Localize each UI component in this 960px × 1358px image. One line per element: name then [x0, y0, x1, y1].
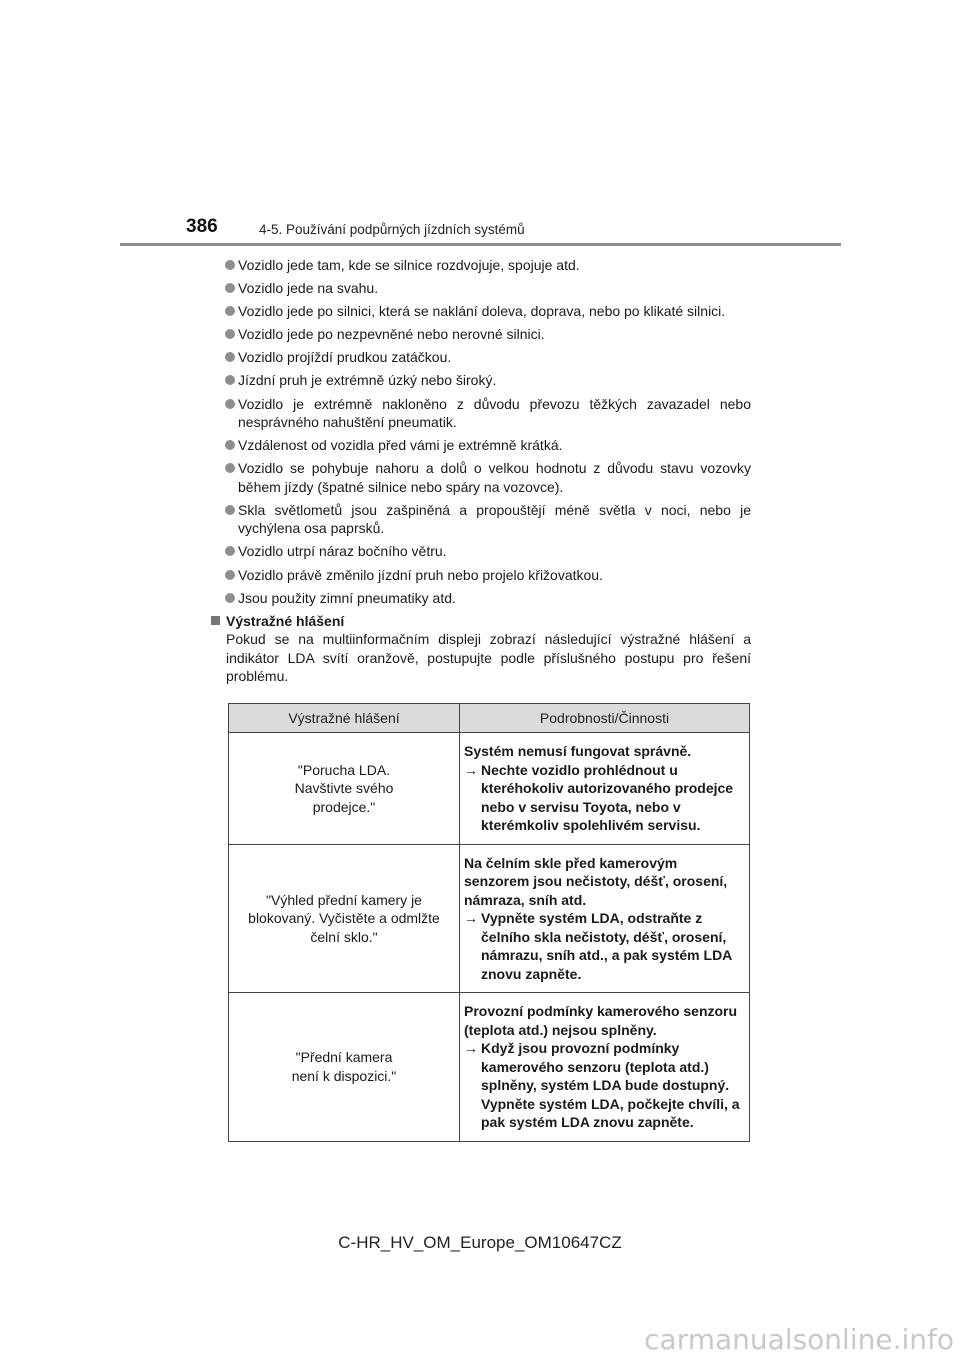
column-header-message: Výstražné hlášení [229, 704, 460, 733]
list-item: Vozidlo jede po nezpevněné nebo nerovné silnici. [211, 325, 751, 344]
section-title: 4-5. Používání podpůrných jízdních systémů [259, 222, 525, 237]
detail-cell: Systém nemusí fungovat správně. → Nechte vozidlo prohlédnout u kteréhokoliv autorizovaného prodejce nebo v servisu Toyota, nebo v kterémkoliv spolehlivém servisu. [460, 733, 750, 845]
message-cell: "Porucha LDA. Navštivte svého prodejce." [229, 733, 460, 845]
arrow-icon: → [464, 761, 478, 778]
list-item: Vozidlo jede po silnici, která se naklání doleva, doprava, nebo po klikaté silnici. [211, 302, 751, 321]
square-bullet-icon [211, 616, 220, 625]
message-cell: "Přední kamera není k dispozici." [229, 993, 460, 1142]
list-item: Skla světlometů jsou zašpiněná a propouštějí méně světla v noci, nebo je vychýlena osa paprsků. [211, 501, 751, 538]
condition-list [211, 256, 751, 607]
page-number: 386 [186, 216, 218, 237]
arrow-icon: → [464, 1040, 478, 1056]
warning-message-table [228, 703, 750, 1142]
content [211, 256, 751, 686]
document-code-footer: C-HR_HV_OM_Europe_OM10647CZ [338, 1233, 622, 1252]
table-header-row [229, 704, 750, 733]
bullet-icon [225, 399, 235, 409]
table-row [229, 993, 750, 1142]
bullet-icon [225, 505, 235, 515]
column-header-details: Podrobnosti/Činnosti [460, 704, 750, 733]
header-rule [120, 243, 841, 246]
bullet-icon [225, 546, 235, 556]
bullet-icon [225, 260, 235, 270]
list-item: Jsou použity zimní pneumatiky atd. [211, 589, 751, 608]
list-item: Vozidlo utrpí náraz bočního větru. [211, 542, 751, 561]
bullet-icon [225, 283, 235, 293]
list-item: Vozidlo jede na svahu. [211, 279, 751, 298]
bullet-icon [225, 593, 235, 603]
bullet-icon [225, 440, 235, 450]
subheading: Výstražné hlášení [211, 612, 751, 631]
bullet-icon [225, 329, 235, 339]
watermark: carmanualsonline.info [644, 1323, 954, 1356]
bullet-icon [225, 375, 235, 385]
detail-cell: Provozní podmínky kamerového senzoru (teplota atd.) nejsou splněny. → Když jsou provozní podmínky kamerového senzoru (teplota atd.) splněny, systém LDA bude dostupný. Vypněte systém LDA, počkejte chvíli, a pak systém LDA znovu zapněte. [460, 993, 750, 1142]
list-item: Vzdálenost od vozidla před vámi je extrémně krátká. [211, 436, 751, 455]
bullet-icon [225, 306, 235, 316]
list-item: Vozidlo projíždí prudkou zatáčkou. [211, 348, 751, 367]
list-item: Vozidlo je extrémně nakloněno z důvodu převozu těžkých zavazadel nebo nesprávného nahuštění pneumatik. [211, 395, 751, 432]
intro-paragraph: Pokud se na multiinformačním displeji zobrazí následující výstražné hlášení a indikátor LDA svítí oranžově, postupujte podle příslušného postupu pro řešení problému. [226, 631, 751, 685]
list-item: Vozidlo právě změnilo jízdní pruh nebo projelo křižovatkou. [211, 566, 751, 585]
table-row [229, 844, 750, 993]
table-row [229, 733, 750, 845]
list-item: Jízdní pruh je extrémně úzký nebo široký. [211, 371, 751, 390]
detail-cell: Na čelním skle před kamerovým senzorem jsou nečistoty, déšť, orosení, námraza, sníh atd. → Vypněte systém LDA, odstraňte z čelního skla nečistoty, déšť, orosení, námrazu, sníh atd., a pak systém LDA znovu zapněte. [460, 844, 750, 993]
arrow-icon: → [464, 910, 478, 926]
list-item: Vozidlo jede tam, kde se silnice rozdvojuje, spojuje atd. [211, 256, 751, 275]
list-item: Vozidlo se pohybuje nahoru a dolů o velkou hodnotu z důvodu stavu vozovky během jízdy (špatné silnice nebo spáry na vozovce). [211, 459, 751, 496]
message-cell: "Výhled přední kamery je blokovaný. Vyčistěte a odmlžte čelní sklo." [229, 844, 460, 993]
bullet-icon [225, 352, 235, 362]
bullet-icon [225, 570, 235, 580]
bullet-icon [225, 463, 235, 473]
